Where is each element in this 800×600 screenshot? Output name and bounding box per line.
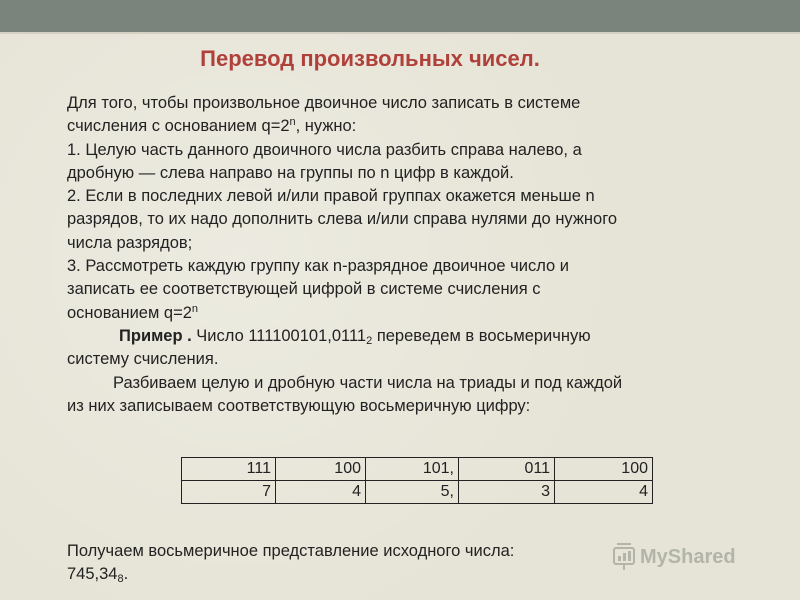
result-base: 8 [117, 573, 124, 585]
intro-line-1: Для того, чтобы произвольное двоичное число записать в системе [67, 94, 581, 112]
step-3-exponent: n [191, 302, 199, 315]
step-1-line-2: дробную — слева направо на группы по n цифр в каждой. [67, 163, 514, 182]
triads-table [181, 457, 653, 504]
triad-binary-cell: 011 [459, 458, 555, 481]
split-line-1: Разбиваем целую и дробную части числа на триады и под каждой [113, 373, 623, 392]
intro-line-2-text: счисления с основанием q=2 [67, 117, 290, 136]
result-end: . [123, 565, 129, 583]
slide-title: Перевод произвольных чисел. [200, 46, 540, 71]
step-2-line-1: 2. Если в последних левой и/или правой группах окажется меньше n [67, 187, 595, 206]
step-3-line-3-text: основанием q=2 [67, 303, 192, 322]
watermark-text: MyShared [640, 546, 736, 568]
slide-body [67, 92, 747, 418]
result-text [67, 540, 667, 586]
triad-binary-cell: 100 [276, 458, 366, 481]
triad-binary-cell: 101, [366, 458, 459, 481]
triad-octal-cell: 4 [276, 481, 366, 504]
step-3-line-2: записать ее соответствующей цифрой в системе счисления с [67, 280, 541, 299]
step-3-line-1: 3. Рассмотреть каждую группу как n-разрядное двоичное число и [67, 257, 570, 276]
step-1-line-1: 1. Целую часть данного двоичного числа разбить справа налево, а [67, 140, 582, 159]
triad-octal-cell: 4 [555, 481, 653, 504]
result-line-1: Получаем восьмеричное представление исходного числа: [67, 542, 515, 560]
intro-exponent: n [289, 116, 296, 129]
triad-octal-cell: 7 [182, 481, 276, 504]
step-2-line-2: разрядов, то их надо дополнить слева и/или справа нулями до нужного [67, 210, 618, 229]
example-text-suffix: переведем в восьмеричную [372, 326, 591, 345]
result-line-2 [67, 563, 667, 586]
intro-line-2-suffix: , нужно: [295, 117, 357, 136]
result-value: 745,34 [67, 565, 118, 583]
split-line-2: из них записываем соответствующую восьмеричную цифру: [67, 396, 531, 415]
triad-octal-cell: 5, [366, 481, 459, 504]
top-bar [0, 0, 800, 32]
step-3-line-3 [67, 302, 747, 325]
intro-line-2 [67, 115, 747, 138]
triad-binary-cell: 100 [555, 458, 653, 481]
triad-binary-cell: 111 [182, 458, 276, 481]
step-2-line-3: числа разрядов; [67, 233, 193, 252]
triads-binary-row [182, 458, 653, 481]
example-base: 2 [366, 334, 373, 347]
triad-octal-cell: 3 [459, 481, 555, 504]
triads-octal-row [182, 481, 653, 504]
example-label: Пример . [119, 326, 192, 345]
example-line-1 [67, 325, 747, 348]
example-text: Число 111100101,0111 [191, 326, 367, 345]
example-line-2: систему счисления. [67, 350, 219, 369]
watermark-logo [610, 538, 780, 574]
